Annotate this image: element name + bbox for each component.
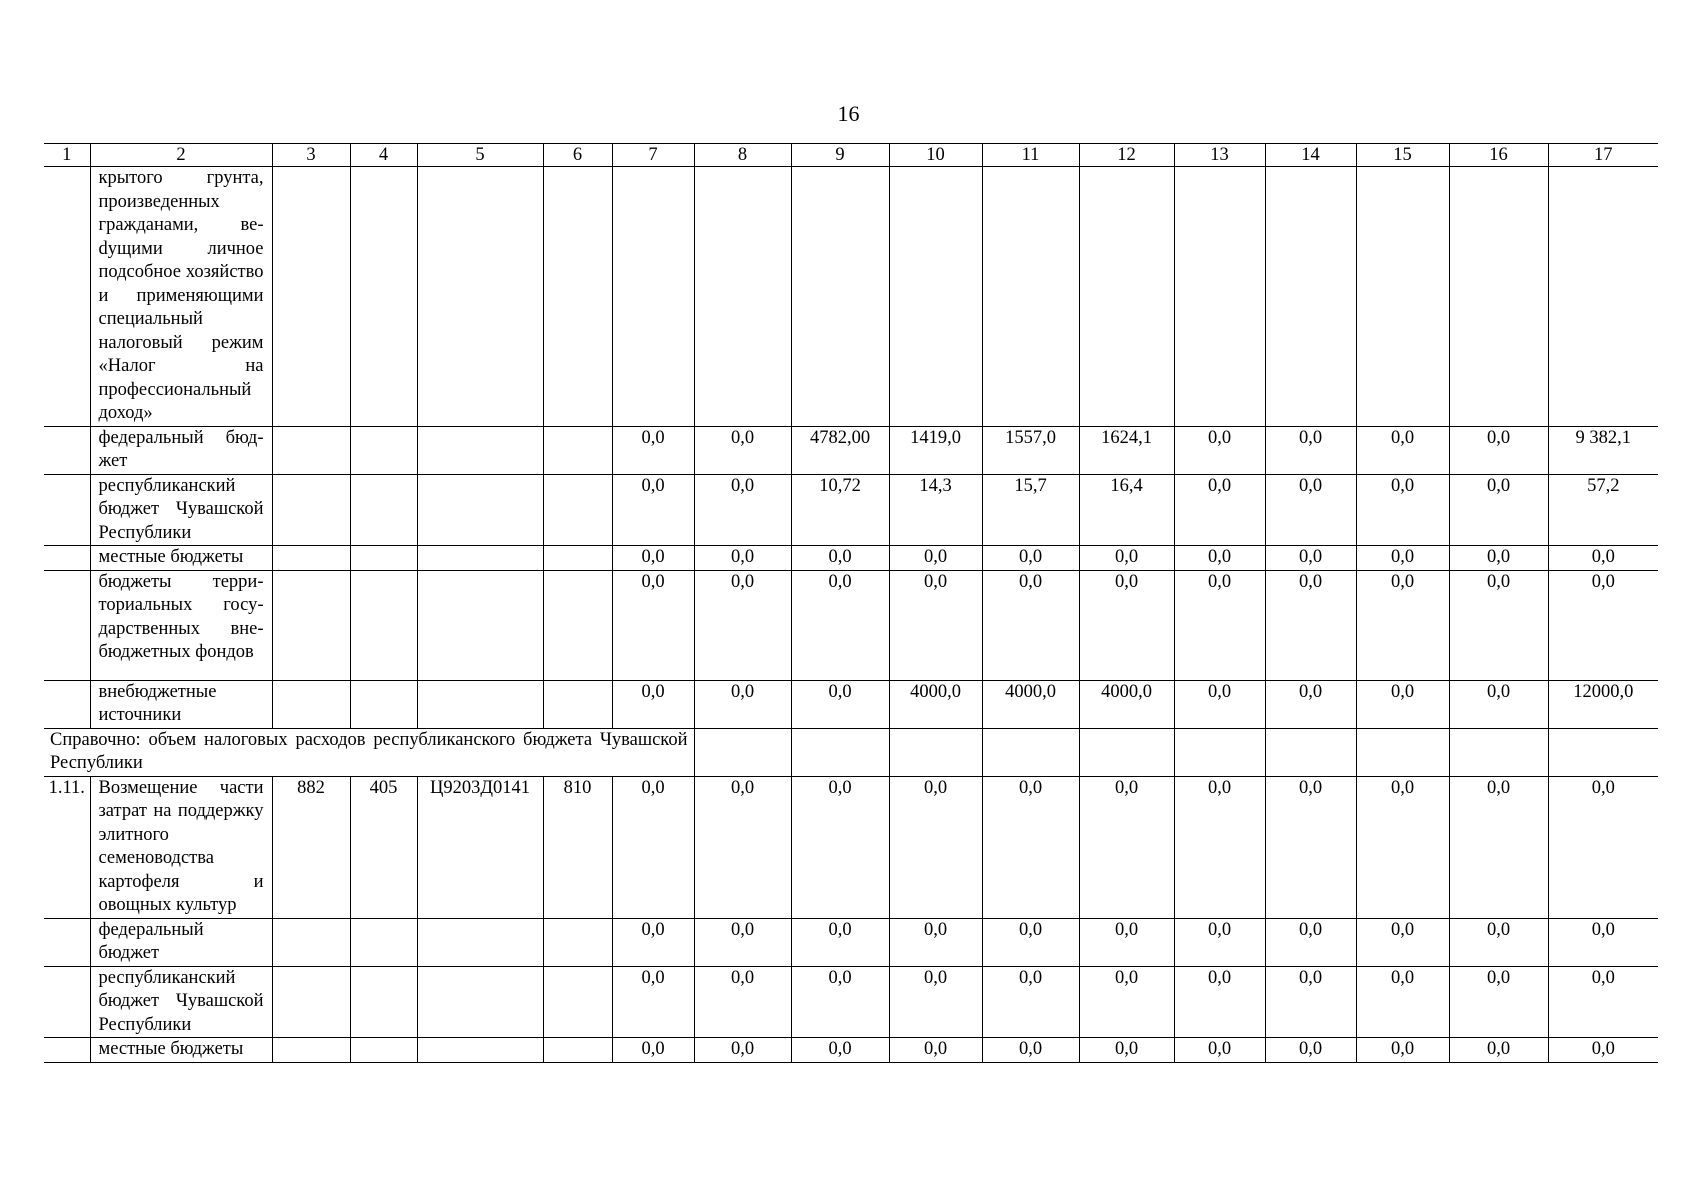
expense-type-cell bbox=[543, 474, 612, 546]
value-cell: 0,0 bbox=[1356, 474, 1449, 546]
value-cell: 0,0 bbox=[791, 570, 889, 680]
header-cell: 6 bbox=[543, 144, 612, 167]
row-description-cell: федеральный бюджет bbox=[90, 918, 272, 966]
value-cell: 0,0 bbox=[694, 426, 791, 474]
section-code-cell bbox=[350, 474, 417, 546]
row-description-cell: республиканский бюджет Чувашской Республики bbox=[90, 966, 272, 1038]
admin-code-cell bbox=[272, 426, 350, 474]
row-number-cell bbox=[44, 474, 90, 546]
target-code-cell bbox=[417, 680, 543, 728]
value-cell: 0,0 bbox=[982, 1038, 1079, 1063]
value-cell: 0,0 bbox=[694, 776, 791, 918]
target-code-cell bbox=[417, 1038, 543, 1063]
header-cell: 4 bbox=[350, 144, 417, 167]
row-description-cell: крытого грунта, произведенных гражданами, веdущими личное подсобное хозяйство и применяющими специальный налоговый режим «Налог на профессиональный доход» bbox=[90, 167, 272, 427]
value-cell: 0,0 bbox=[1449, 966, 1548, 1038]
empty-cell bbox=[1265, 728, 1356, 776]
value-cell: 0,0 bbox=[612, 1038, 694, 1063]
value-cell: 16,4 bbox=[1079, 474, 1174, 546]
table-row bbox=[44, 546, 1658, 571]
value-cell: 0,0 bbox=[889, 918, 982, 966]
row-number-cell bbox=[44, 966, 90, 1038]
table-row bbox=[44, 918, 1658, 966]
value-cell: 0,0 bbox=[1174, 426, 1265, 474]
value-cell: 0,0 bbox=[1265, 918, 1356, 966]
row-number-cell bbox=[44, 570, 90, 680]
value-cell: 0,0 bbox=[612, 426, 694, 474]
value-cell: 0,0 bbox=[1174, 966, 1265, 1038]
value-cell bbox=[612, 167, 694, 427]
value-cell: 0,0 bbox=[1079, 918, 1174, 966]
admin-code-cell bbox=[272, 918, 350, 966]
section-code-cell bbox=[350, 570, 417, 680]
value-cell: 0,0 bbox=[1174, 570, 1265, 680]
admin-code-cell bbox=[272, 167, 350, 427]
value-cell: 0,0 bbox=[1265, 1038, 1356, 1063]
value-cell: 0,0 bbox=[612, 918, 694, 966]
value-cell: 0,0 bbox=[1265, 570, 1356, 680]
value-cell: 0,0 bbox=[889, 776, 982, 918]
header-cell: 13 bbox=[1174, 144, 1265, 167]
value-cell: 0,0 bbox=[1449, 426, 1548, 474]
table-row bbox=[44, 680, 1658, 728]
value-cell: 12000,0 bbox=[1548, 680, 1658, 728]
value-cell: 0,0 bbox=[694, 546, 791, 571]
header-cell: 8 bbox=[694, 144, 791, 167]
admin-code-cell bbox=[272, 680, 350, 728]
header-cell: 14 bbox=[1265, 144, 1356, 167]
empty-cell bbox=[889, 728, 982, 776]
value-cell: 0,0 bbox=[1449, 1038, 1548, 1063]
value-cell: 0,0 bbox=[1079, 546, 1174, 571]
empty-cell bbox=[1548, 728, 1658, 776]
empty-cell bbox=[1174, 728, 1265, 776]
value-cell bbox=[1356, 167, 1449, 427]
value-cell bbox=[1174, 167, 1265, 427]
value-cell: 0,0 bbox=[982, 966, 1079, 1038]
value-cell: 0,0 bbox=[1356, 426, 1449, 474]
header-cell: 9 bbox=[791, 144, 889, 167]
table-row bbox=[44, 167, 1658, 427]
section-code-cell: 405 bbox=[350, 776, 417, 918]
header-cell: 5 bbox=[417, 144, 543, 167]
value-cell: 0,0 bbox=[1265, 426, 1356, 474]
empty-cell bbox=[982, 728, 1079, 776]
empty-cell bbox=[694, 728, 791, 776]
reference-note-row bbox=[44, 728, 1658, 776]
header-cell: 16 bbox=[1449, 144, 1548, 167]
value-cell: 0,0 bbox=[612, 680, 694, 728]
value-cell: 0,0 bbox=[1356, 966, 1449, 1038]
admin-code-cell bbox=[272, 474, 350, 546]
target-code-cell bbox=[417, 546, 543, 571]
header-cell: 12 bbox=[1079, 144, 1174, 167]
table-row bbox=[44, 474, 1658, 546]
reference-note: Справочно: объем налоговых расходов республиканского бюджета Чувашской Республики bbox=[44, 728, 694, 776]
section-code-cell bbox=[350, 426, 417, 474]
row-description-cell: бюджеты территориальных государственных внебюджетных фондов bbox=[90, 570, 272, 680]
value-cell: 0,0 bbox=[1449, 776, 1548, 918]
value-cell: 0,0 bbox=[612, 966, 694, 1038]
value-cell: 0,0 bbox=[1548, 918, 1658, 966]
value-cell: 0,0 bbox=[1174, 1038, 1265, 1063]
value-cell: 4000,0 bbox=[982, 680, 1079, 728]
expense-type-cell bbox=[543, 426, 612, 474]
value-cell: 14,3 bbox=[889, 474, 982, 546]
row-number-cell: 1.11. bbox=[44, 776, 90, 918]
table-row bbox=[44, 426, 1658, 474]
value-cell bbox=[1548, 167, 1658, 427]
header-cell: 17 bbox=[1548, 144, 1658, 167]
expense-type-cell bbox=[543, 680, 612, 728]
value-cell: 0,0 bbox=[889, 546, 982, 571]
value-cell: 0,0 bbox=[694, 918, 791, 966]
value-cell: 0,0 bbox=[1449, 474, 1548, 546]
admin-code-cell bbox=[272, 966, 350, 1038]
value-cell: 0,0 bbox=[1079, 570, 1174, 680]
table-header-row bbox=[44, 144, 1658, 167]
expense-type-cell bbox=[543, 570, 612, 680]
admin-code-cell: 882 bbox=[272, 776, 350, 918]
section-code-cell bbox=[350, 167, 417, 427]
value-cell: 0,0 bbox=[612, 474, 694, 546]
row-description-cell: Возмещение части затрат на поддержку элитного семеноводства картофеля и овощных культур bbox=[90, 776, 272, 918]
value-cell: 0,0 bbox=[1174, 546, 1265, 571]
row-number-cell bbox=[44, 426, 90, 474]
row-number-cell bbox=[44, 680, 90, 728]
target-code-cell bbox=[417, 570, 543, 680]
row-description-cell: местные бюджеты bbox=[90, 1038, 272, 1063]
value-cell: 0,0 bbox=[1174, 680, 1265, 728]
value-cell: 57,2 bbox=[1548, 474, 1658, 546]
value-cell: 0,0 bbox=[982, 546, 1079, 571]
value-cell: 0,0 bbox=[612, 546, 694, 571]
header-cell: 10 bbox=[889, 144, 982, 167]
row-number-cell bbox=[44, 546, 90, 571]
value-cell bbox=[1265, 167, 1356, 427]
value-cell bbox=[1079, 167, 1174, 427]
value-cell: 0,0 bbox=[1356, 570, 1449, 680]
target-code-cell: Ц9203Д0141 bbox=[417, 776, 543, 918]
value-cell bbox=[694, 167, 791, 427]
value-cell: 0,0 bbox=[982, 570, 1079, 680]
expense-type-cell: 810 bbox=[543, 776, 612, 918]
target-code-cell bbox=[417, 966, 543, 1038]
value-cell: 1557,0 bbox=[982, 426, 1079, 474]
expense-type-cell bbox=[543, 966, 612, 1038]
expense-type-cell bbox=[543, 918, 612, 966]
value-cell: 1419,0 bbox=[889, 426, 982, 474]
header-cell: 2 bbox=[90, 144, 272, 167]
value-cell: 0,0 bbox=[1079, 966, 1174, 1038]
target-code-cell bbox=[417, 918, 543, 966]
row-number-cell bbox=[44, 918, 90, 966]
target-code-cell bbox=[417, 426, 543, 474]
value-cell: 4000,0 bbox=[889, 680, 982, 728]
value-cell: 0,0 bbox=[889, 1038, 982, 1063]
value-cell: 0,0 bbox=[982, 776, 1079, 918]
value-cell: 0,0 bbox=[1548, 546, 1658, 571]
section-code-cell bbox=[350, 546, 417, 571]
value-cell: 0,0 bbox=[791, 776, 889, 918]
value-cell: 0,0 bbox=[612, 776, 694, 918]
value-cell: 9 382,1 bbox=[1548, 426, 1658, 474]
header-cell: 11 bbox=[982, 144, 1079, 167]
admin-code-cell bbox=[272, 570, 350, 680]
target-code-cell bbox=[417, 167, 543, 427]
value-cell: 4000,0 bbox=[1079, 680, 1174, 728]
value-cell: 0,0 bbox=[1356, 776, 1449, 918]
empty-cell bbox=[791, 728, 889, 776]
value-cell: 0,0 bbox=[612, 570, 694, 680]
row-description-cell: внебюджетные источники bbox=[90, 680, 272, 728]
value-cell: 0,0 bbox=[791, 1038, 889, 1063]
row-description-cell: местные бюджеты bbox=[90, 546, 272, 571]
value-cell: 0,0 bbox=[1079, 776, 1174, 918]
value-cell: 0,0 bbox=[791, 546, 889, 571]
admin-code-cell bbox=[272, 1038, 350, 1063]
value-cell: 0,0 bbox=[1265, 680, 1356, 728]
value-cell: 0,0 bbox=[982, 918, 1079, 966]
table-row bbox=[44, 966, 1658, 1038]
value-cell: 0,0 bbox=[1265, 546, 1356, 571]
value-cell: 0,0 bbox=[1356, 680, 1449, 728]
value-cell bbox=[1449, 167, 1548, 427]
value-cell: 0,0 bbox=[1548, 966, 1658, 1038]
row-number-cell bbox=[44, 1038, 90, 1063]
value-cell: 0,0 bbox=[1265, 966, 1356, 1038]
value-cell: 0,0 bbox=[1449, 680, 1548, 728]
page-number: 16 bbox=[837, 101, 860, 126]
value-cell: 0,0 bbox=[1548, 1038, 1658, 1063]
row-description-cell: федеральный бюджет bbox=[90, 426, 272, 474]
empty-cell bbox=[1079, 728, 1174, 776]
header-cell: 7 bbox=[612, 144, 694, 167]
value-cell: 0,0 bbox=[1174, 474, 1265, 546]
value-cell: 10,72 bbox=[791, 474, 889, 546]
table-row bbox=[44, 570, 1658, 680]
value-cell: 0,0 bbox=[889, 966, 982, 1038]
value-cell bbox=[982, 167, 1079, 427]
value-cell bbox=[889, 167, 982, 427]
value-cell bbox=[791, 167, 889, 427]
value-cell: 0,0 bbox=[1174, 918, 1265, 966]
value-cell: 0,0 bbox=[791, 966, 889, 1038]
value-cell: 0,0 bbox=[1079, 1038, 1174, 1063]
value-cell: 0,0 bbox=[1265, 776, 1356, 918]
value-cell: 0,0 bbox=[694, 966, 791, 1038]
value-cell: 0,0 bbox=[1548, 776, 1658, 918]
value-cell: 0,0 bbox=[889, 570, 982, 680]
value-cell: 1624,1 bbox=[1079, 426, 1174, 474]
section-code-cell bbox=[350, 680, 417, 728]
value-cell: 0,0 bbox=[694, 680, 791, 728]
expense-type-cell bbox=[543, 167, 612, 427]
section-code-cell bbox=[350, 918, 417, 966]
value-cell: 0,0 bbox=[1265, 474, 1356, 546]
row-description-cell: республиканский бюджет Чувашской Республики bbox=[90, 474, 272, 546]
value-cell: 0,0 bbox=[1356, 1038, 1449, 1063]
value-cell: 0,0 bbox=[1356, 918, 1449, 966]
value-cell: 0,0 bbox=[694, 570, 791, 680]
empty-cell bbox=[1449, 728, 1548, 776]
header-cell: 1 bbox=[44, 144, 90, 167]
table-body bbox=[44, 144, 1658, 1063]
section-code-cell bbox=[350, 966, 417, 1038]
value-cell: 4782,00 bbox=[791, 426, 889, 474]
value-cell: 0,0 bbox=[1356, 546, 1449, 571]
expense-type-cell bbox=[543, 546, 612, 571]
section-code-cell bbox=[350, 1038, 417, 1063]
header-cell: 15 bbox=[1356, 144, 1449, 167]
value-cell: 0,0 bbox=[1449, 918, 1548, 966]
value-cell: 0,0 bbox=[791, 680, 889, 728]
header-cell: 3 bbox=[272, 144, 350, 167]
value-cell: 0,0 bbox=[694, 1038, 791, 1063]
value-cell: 0,0 bbox=[1449, 546, 1548, 571]
table-row bbox=[44, 776, 1658, 918]
value-cell: 0,0 bbox=[791, 918, 889, 966]
value-cell: 0,0 bbox=[1548, 570, 1658, 680]
value-cell: 0,0 bbox=[1449, 570, 1548, 680]
value-cell: 0,0 bbox=[694, 474, 791, 546]
budget-table bbox=[44, 143, 1658, 1063]
table-row bbox=[44, 1038, 1658, 1063]
target-code-cell bbox=[417, 474, 543, 546]
value-cell: 15,7 bbox=[982, 474, 1079, 546]
row-number-cell bbox=[44, 167, 90, 427]
admin-code-cell bbox=[272, 546, 350, 571]
expense-type-cell bbox=[543, 1038, 612, 1063]
empty-cell bbox=[1356, 728, 1449, 776]
value-cell: 0,0 bbox=[1174, 776, 1265, 918]
